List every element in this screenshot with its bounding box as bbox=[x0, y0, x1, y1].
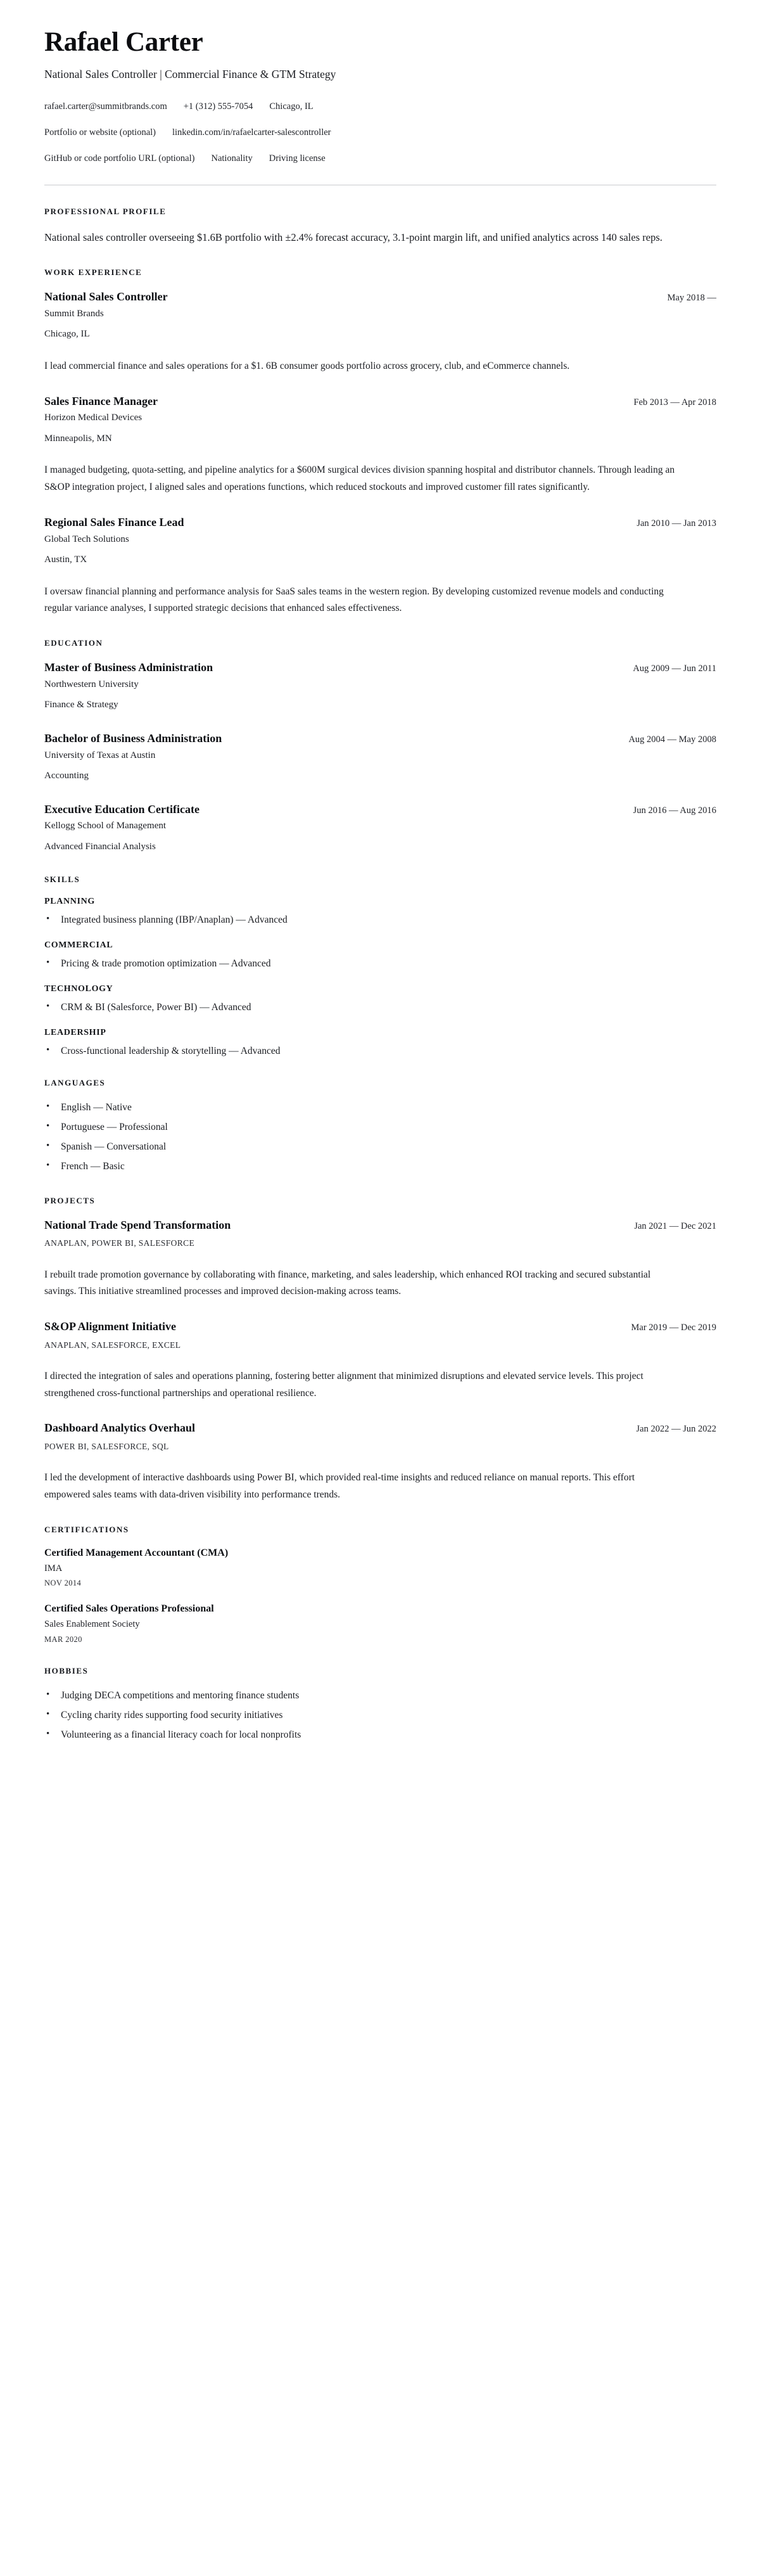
section-hobbies bbox=[44, 1666, 716, 1743]
header-divider bbox=[44, 184, 716, 186]
education-date-range: Aug 2009 — Jun 2011 bbox=[633, 663, 716, 674]
hobby-item: • Judging DECA competitions and mentoring finance students bbox=[44, 1688, 716, 1703]
education-entry-header bbox=[44, 802, 716, 817]
skill-group-leadership bbox=[44, 1028, 716, 1059]
section-skills bbox=[44, 875, 716, 1059]
resume-header bbox=[44, 28, 716, 186]
section-title-skills: SKILLS bbox=[44, 875, 80, 885]
project-name: National Trade Spend Transformation bbox=[44, 1218, 231, 1231]
skill-group-name: LEADERSHIP bbox=[44, 1028, 106, 1038]
section-languages bbox=[44, 1078, 716, 1174]
education-entry-header bbox=[44, 731, 716, 746]
language-list bbox=[44, 1100, 716, 1174]
work-date-range: May 2018 — bbox=[667, 293, 716, 304]
skill-list bbox=[44, 1044, 716, 1059]
work-entry bbox=[44, 394, 716, 496]
section-projects bbox=[44, 1196, 716, 1504]
education-school: Northwestern University bbox=[44, 679, 139, 689]
contact-nationality: Nationality bbox=[211, 153, 253, 163]
project-name: S&OP Alignment Initiative bbox=[44, 1319, 177, 1333]
section-certifications bbox=[44, 1525, 716, 1646]
certification-issuer: Sales Enablement Society bbox=[44, 1618, 140, 1629]
contact-phone[interactable]: +1 (312) 555-7054 bbox=[183, 101, 253, 112]
education-entry bbox=[44, 731, 716, 783]
skill-group-commercial bbox=[44, 940, 716, 971]
contact-row-links bbox=[44, 126, 716, 140]
work-entry-header bbox=[44, 290, 716, 304]
skill-list bbox=[44, 1000, 716, 1015]
certification-name: Certified Sales Operations Professional bbox=[44, 1603, 214, 1615]
skill-group-planning bbox=[44, 897, 716, 928]
skill-group-technology bbox=[44, 984, 716, 1015]
project-name: Dashboard Analytics Overhaul bbox=[44, 1421, 196, 1435]
profile-summary-text: National sales controller overseeing $1.6B portfolio with ±2.4% forecast accuracy, 3.1-point margin lift, and unified analytics across 140 sales reps. bbox=[44, 231, 662, 244]
education-entry-header bbox=[44, 660, 716, 675]
project-description: I led the development of interactive dashboards using Power BI, which provided real-time insights and reduced reliance on manual reports. This effort empowered sales teams with data-driven visibility into performance trends. bbox=[44, 1472, 635, 1501]
project-tech-tags: ANAPLAN, POWER BI, SALESFORCE bbox=[44, 1238, 195, 1248]
education-date-range: Jun 2016 — Aug 2016 bbox=[633, 805, 716, 816]
hobby-item: • Cycling charity rides supporting food security initiatives bbox=[44, 1708, 716, 1723]
education-degree: Bachelor of Business Administration bbox=[44, 731, 222, 745]
work-company: Global Tech Solutions bbox=[44, 534, 129, 544]
candidate-name: Rafael Carter bbox=[44, 27, 203, 57]
work-role: Regional Sales Finance Lead bbox=[44, 515, 184, 529]
project-tech-tags: POWER BI, SALESFORCE, SQL bbox=[44, 1442, 169, 1452]
work-role: Sales Finance Manager bbox=[44, 394, 158, 407]
education-degree: Executive Education Certificate bbox=[44, 802, 200, 816]
section-title-certifications: CERTIFICATIONS bbox=[44, 1524, 129, 1534]
work-role: National Sales Controller bbox=[44, 290, 168, 304]
project-date-range: Mar 2019 — Dec 2019 bbox=[631, 1322, 716, 1333]
project-entry-header bbox=[44, 1319, 716, 1334]
skill-list bbox=[44, 956, 716, 971]
education-degree: Master of Business Administration bbox=[44, 660, 213, 674]
skill-group-name: TECHNOLOGY bbox=[44, 984, 113, 994]
work-description: I lead commercial finance and sales operations for a $1. 6B consumer goods portfolio across grocery, club, and eCommerce channels. bbox=[44, 360, 570, 371]
project-date-range: Jan 2021 — Dec 2021 bbox=[634, 1221, 716, 1231]
section-title-languages: LANGUAGES bbox=[44, 1078, 106, 1088]
education-field: Advanced Financial Analysis bbox=[44, 841, 156, 852]
education-field: Accounting bbox=[44, 771, 89, 781]
education-field: Finance & Strategy bbox=[44, 700, 118, 710]
skill-item: • CRM & BI (Salesforce, Power BI) — Advanced bbox=[44, 1000, 716, 1015]
section-title-projects: PROJECTS bbox=[44, 1195, 96, 1205]
certification-issuer: IMA bbox=[44, 1563, 63, 1573]
work-entry bbox=[44, 290, 716, 375]
education-school: University of Texas at Austin bbox=[44, 750, 156, 760]
language-item: • Portuguese — Professional bbox=[44, 1120, 716, 1135]
skill-group-name: PLANNING bbox=[44, 897, 95, 907]
skill-group-name: COMMERCIAL bbox=[44, 940, 113, 951]
section-title-education: EDUCATION bbox=[44, 638, 103, 648]
certification-date: MAR 2020 bbox=[44, 1634, 82, 1644]
work-date-range: Jan 2010 — Jan 2013 bbox=[636, 518, 716, 529]
section-professional-profile bbox=[44, 207, 716, 247]
work-location: Austin, TX bbox=[44, 554, 87, 565]
certification-date: NOV 2014 bbox=[44, 1579, 82, 1588]
contact-row-primary bbox=[44, 100, 716, 114]
contact-driving-license: Driving license bbox=[269, 153, 326, 163]
work-location: Minneapolis, MN bbox=[44, 433, 112, 444]
project-entry bbox=[44, 1319, 716, 1402]
section-work-experience bbox=[44, 267, 716, 617]
contact-portfolio[interactable]: Portfolio or website (optional) bbox=[44, 127, 156, 138]
education-entry bbox=[44, 802, 716, 854]
contact-github[interactable]: GitHub or code portfolio URL (optional) bbox=[44, 153, 195, 163]
work-entry bbox=[44, 515, 716, 617]
contact-email[interactable]: rafael.carter@summitbrands.com bbox=[44, 101, 167, 112]
project-tech-tags: ANAPLAN, SALESFORCE, EXCEL bbox=[44, 1340, 181, 1350]
language-item: • Spanish — Conversational bbox=[44, 1139, 716, 1155]
skill-item: • Pricing & trade promotion optimization — Advanced bbox=[44, 956, 716, 971]
project-entry bbox=[44, 1421, 716, 1503]
section-education bbox=[44, 638, 716, 854]
contact-linkedin[interactable]: linkedin.com/in/rafaelcarter-salescontroller bbox=[172, 127, 331, 138]
skill-item: • Cross-functional leadership & storytelling — Advanced bbox=[44, 1044, 716, 1059]
language-item: • French — Basic bbox=[44, 1159, 716, 1174]
section-title-profile: PROFESSIONAL PROFILE bbox=[44, 207, 167, 217]
section-title-hobbies: HOBBIES bbox=[44, 1666, 89, 1676]
education-entry bbox=[44, 660, 716, 712]
candidate-headline: National Sales Controller | Commercial Finance & GTM Strategy bbox=[44, 68, 336, 81]
work-description: I oversaw financial planning and performance analysis for SaaS sales teams in the western region. By developing customized revenue models and conducting regular variance analyses, I supported strategic decisions that enhanced sales effectiveness. bbox=[44, 586, 664, 614]
work-company: Horizon Medical Devices bbox=[44, 413, 142, 423]
project-description: I rebuilt trade promotion governance by collaborating with finance, marketing, and sales leadership, which enhanced ROI tracking and secured substantial savings. This initiative streamlined processes and improved decision-making across teams. bbox=[44, 1269, 651, 1297]
skill-item: • Integrated business planning (IBP/Anaplan) — Advanced bbox=[44, 913, 716, 928]
work-location: Chicago, IL bbox=[44, 329, 90, 340]
work-company: Summit Brands bbox=[44, 308, 104, 319]
section-title-work: WORK EXPERIENCE bbox=[44, 267, 142, 278]
project-entry-header bbox=[44, 1421, 716, 1435]
project-entry bbox=[44, 1218, 716, 1300]
project-description: I directed the integration of sales and operations planning, fostering better alignment that minimized disruptions and elevated service levels. This project strengthened cross-functional partnerships and operational resilience. bbox=[44, 1371, 643, 1399]
hobby-item: • Volunteering as a financial literacy coach for local nonprofits bbox=[44, 1727, 716, 1743]
project-entry-header bbox=[44, 1218, 716, 1233]
certification-entry bbox=[44, 1547, 716, 1589]
contact-location: Chicago, IL bbox=[269, 101, 314, 112]
education-date-range: Aug 2004 — May 2008 bbox=[628, 734, 716, 745]
work-date-range: Feb 2013 — Apr 2018 bbox=[633, 397, 716, 407]
certification-entry bbox=[44, 1603, 716, 1645]
education-school: Kellogg School of Management bbox=[44, 821, 167, 831]
work-description: I managed budgeting, quota-setting, and pipeline analytics for a $600M surgical devices division spanning hospital and distributor channels. Through leading an S&OP integration project, I aligned sales and operations functions, which reduced stockouts and improved customer fill rates significantly. bbox=[44, 465, 675, 493]
work-entry-header bbox=[44, 515, 716, 530]
contact-row-extra bbox=[44, 152, 716, 166]
project-date-range: Jan 2022 — Jun 2022 bbox=[636, 1424, 716, 1435]
language-item: • English — Native bbox=[44, 1100, 716, 1115]
hobby-list bbox=[44, 1688, 716, 1743]
skill-list bbox=[44, 913, 716, 928]
certification-name: Certified Management Accountant (CMA) bbox=[44, 1547, 229, 1558]
work-entry-header bbox=[44, 394, 716, 409]
